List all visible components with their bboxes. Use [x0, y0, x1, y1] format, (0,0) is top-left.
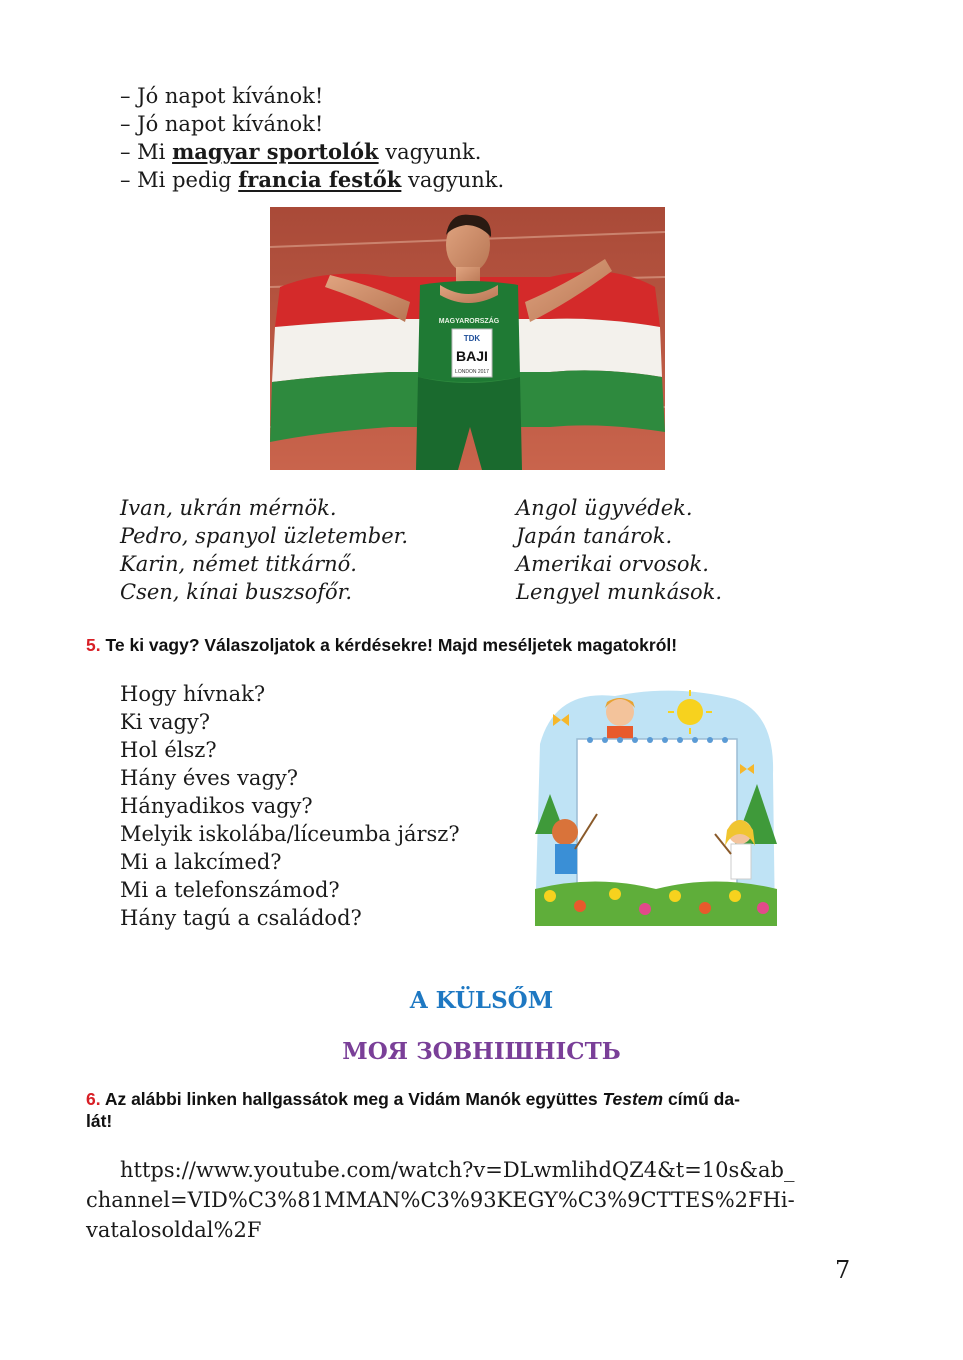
bib-name: BAJI — [456, 348, 488, 364]
example-line: Amerikai orvosok. — [516, 552, 709, 576]
task-number: 6. — [86, 1089, 101, 1109]
question-item: Hol élsz? — [120, 738, 217, 762]
task-number: 5. — [86, 635, 101, 655]
question-item: Hány tagú a családod? — [120, 906, 362, 930]
task-5-instruction — [86, 634, 677, 656]
youtube-link[interactable] — [86, 1156, 856, 1246]
link-line[interactable]: channel=VID%C3%81MMAN%C3%93KEGY%C3%9CTTES%2FHi- — [86, 1188, 795, 1212]
athlete-photo — [270, 207, 665, 470]
link-line[interactable]: https://www.youtube.com/watch?v=DLwmlihdQZ4&t=10s&ab_ — [120, 1158, 795, 1182]
question-item: Mi a telefonszámod? — [120, 878, 340, 902]
dialog-line: – Mi magyar sportolók vagyunk. — [120, 139, 482, 164]
drawing-board-icon — [535, 684, 777, 926]
emphasis-nationality: francia festők — [238, 167, 402, 192]
examples-left — [120, 494, 408, 606]
task-6-line: 6. Az alábbi linken hallgassátok meg a Vidám Manók együttes Testem című da- — [86, 1089, 740, 1109]
task-6-line: lát! — [86, 1111, 113, 1131]
dialog — [120, 82, 504, 194]
example-line: Ivan, ukrán mérnök. — [120, 496, 337, 520]
section-heading-ua: МОЯ ЗОВНІШНІСТЬ — [342, 1038, 621, 1065]
bib-city: LONDON 2017 — [455, 369, 489, 375]
kids-drawing-illustration — [535, 684, 777, 926]
page-number: 7 — [835, 1256, 851, 1284]
question-item: Ki vagy? — [120, 710, 211, 734]
dialog-line: – Jó napot kívánok! — [120, 112, 324, 136]
athlete-illustration — [270, 207, 665, 470]
question-item: Hány éves vagy? — [120, 766, 299, 790]
example-line: Karin, német titkárnő. — [120, 552, 357, 576]
question-list — [120, 680, 460, 932]
dialog-line: – Mi pedig francia festők vagyunk. — [120, 167, 505, 192]
task-text: Te ki vagy? Válaszoljatok a kérdésekre! Majd meséljetek magatokról! — [105, 635, 678, 655]
example-line: Japán tanárok. — [516, 524, 673, 548]
example-line: Angol ügyvédek. — [516, 496, 693, 520]
song-title: Testem — [602, 1089, 664, 1109]
example-line: Pedro, spanyol üzletember. — [120, 524, 409, 548]
question-item: Mi a lakcímed? — [120, 850, 282, 874]
example-line: Lengyel munkások. — [516, 580, 723, 604]
question-item: Melyik iskolába/líceumba jársz? — [120, 822, 460, 846]
link-line[interactable]: vatalosoldal%2F — [86, 1218, 262, 1242]
shirt-text: MAGYARORSZÁG — [438, 318, 500, 325]
question-item: Hányadikos vagy? — [120, 794, 313, 818]
bib-sponsor: TDK — [463, 334, 481, 343]
task-6-instruction — [86, 1088, 856, 1132]
section-heading-hu: A KÜLSŐM — [409, 987, 554, 1014]
example-line: Csen, kínai buszsofőr. — [120, 580, 353, 604]
dialog-line: – Jó napot kívánok! — [120, 84, 324, 108]
emphasis-nationality: magyar sportolók — [172, 139, 379, 164]
question-item: Hogy hívnak? — [120, 682, 266, 706]
examples-right — [516, 494, 722, 606]
